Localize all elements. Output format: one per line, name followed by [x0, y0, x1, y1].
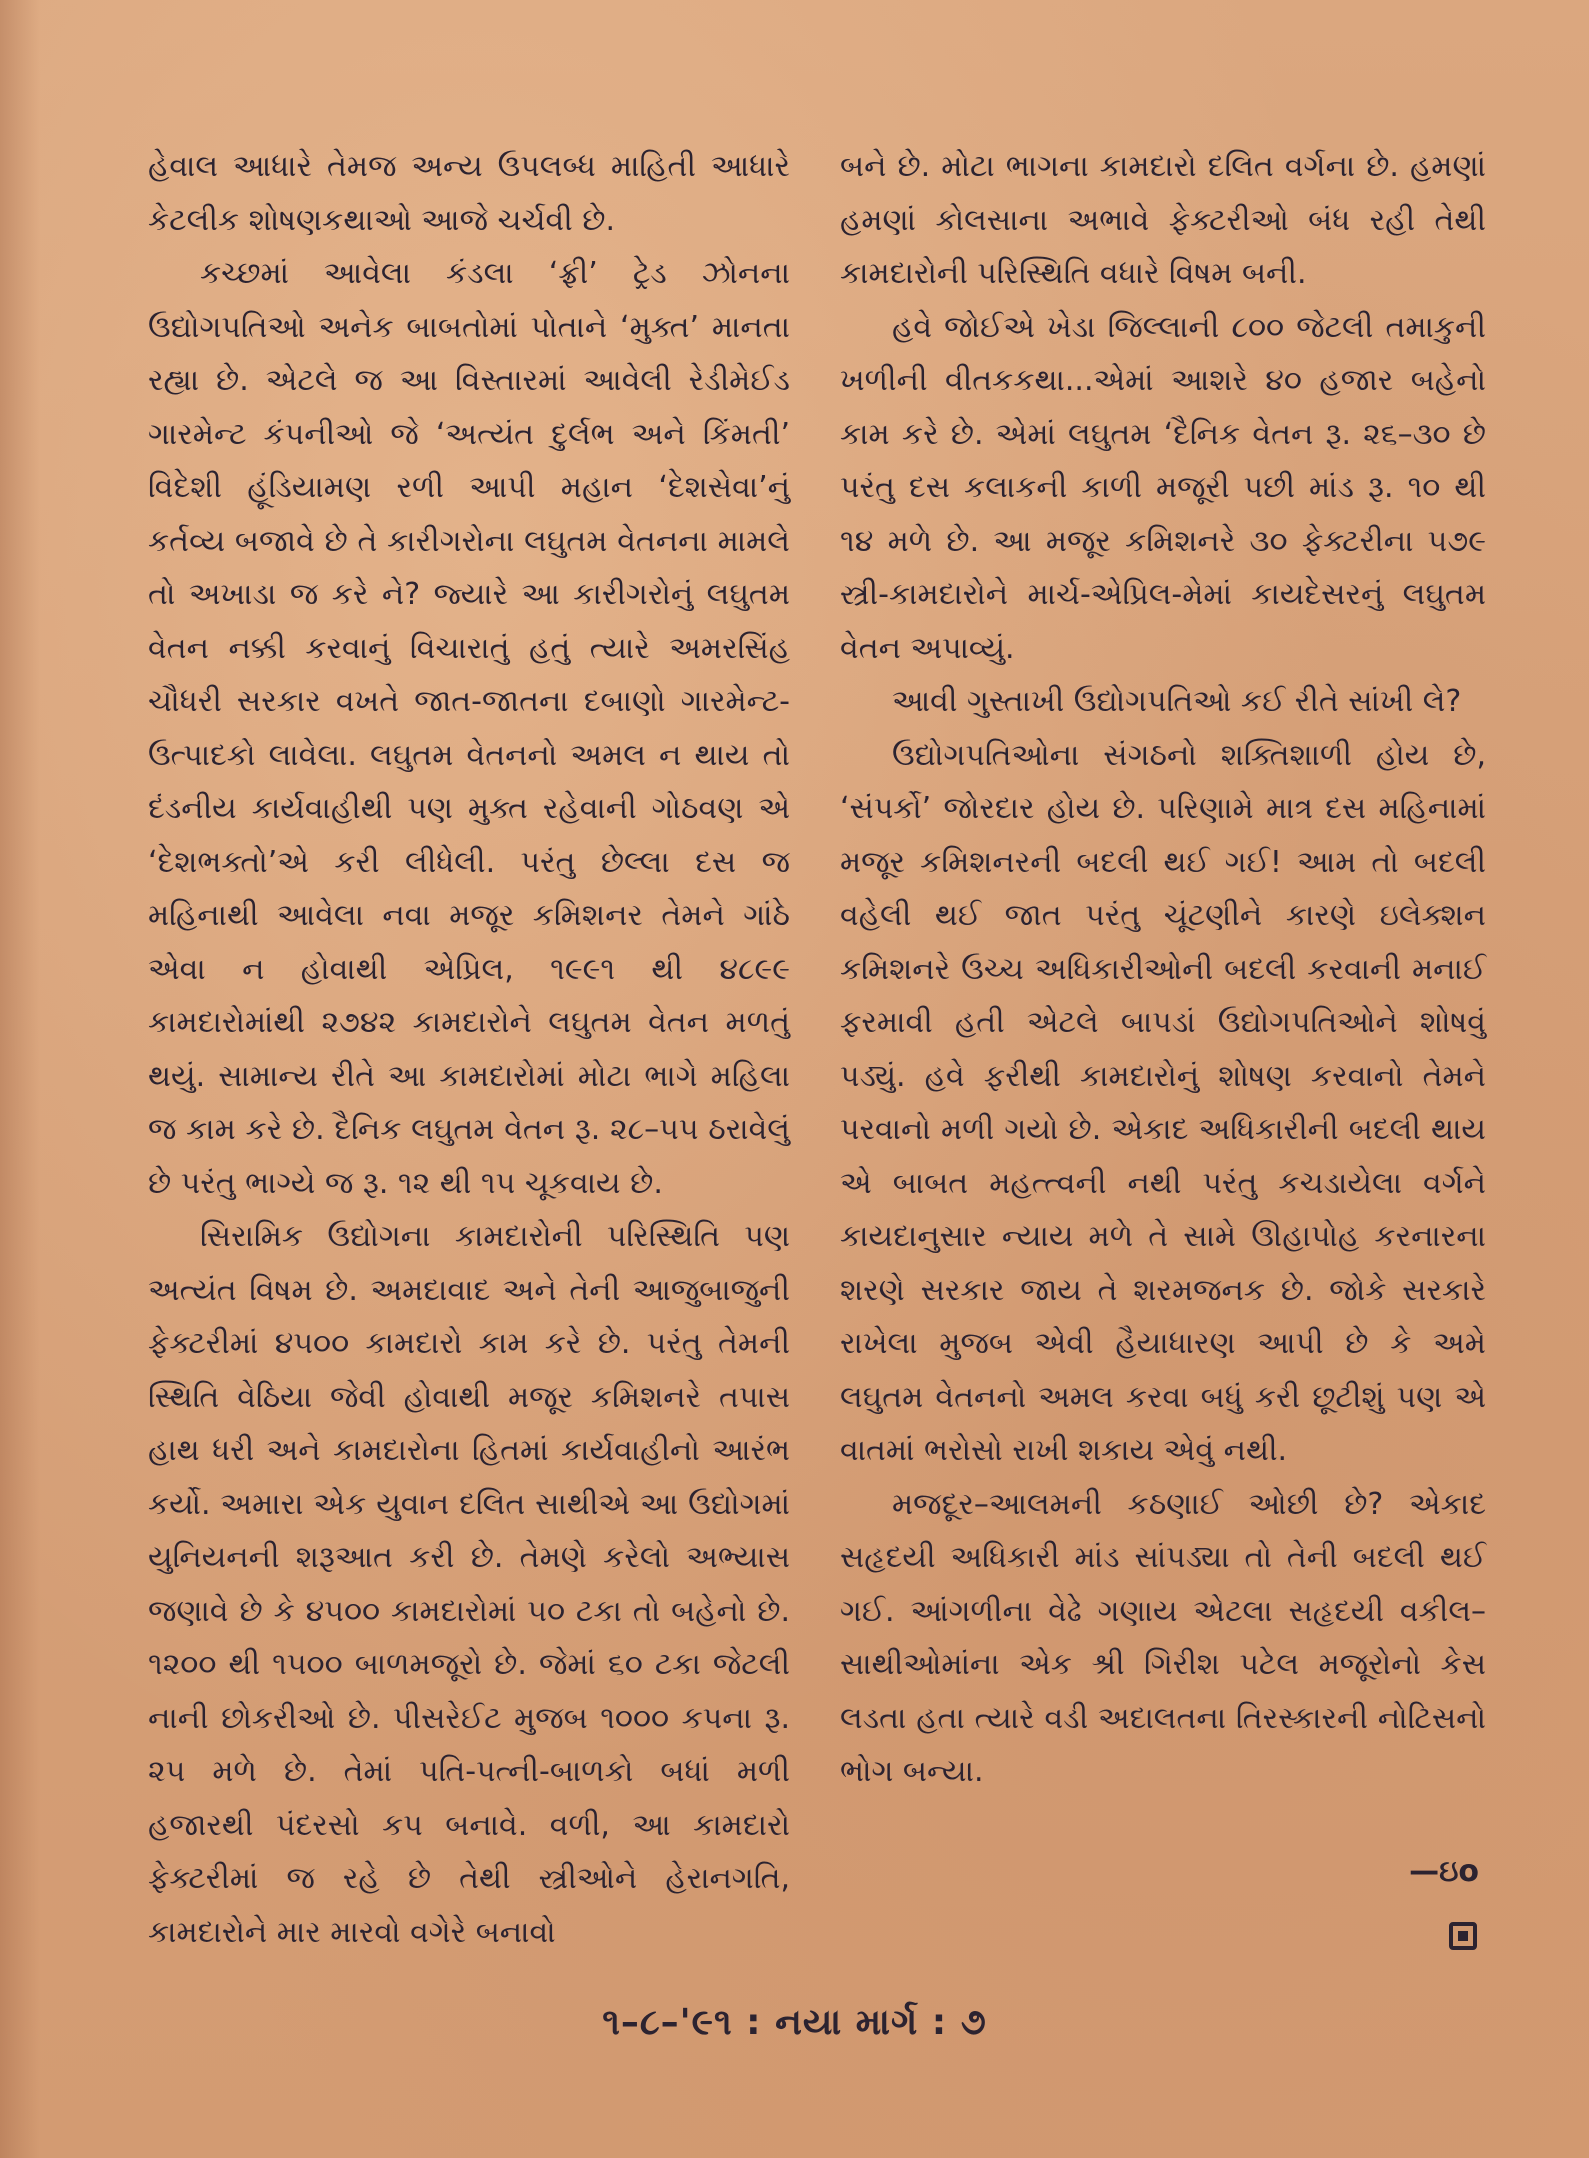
paragraph: ઉદ્યોગપતિઓના સંગઠનો શક્તિશાળી હોય છે, ‘સંપર્કો’ જોરદાર હોય છે. પરિણામે માત્ર દસ મહિનામાં મજૂર કમિશનરની બદલી થઈ ગઈ! આમ તો બદલી વહેલી થઈ જાત પરંતુ ચૂંટણીને કારણે ઇલેક્શન કમિશનરે ઉચ્ચ અધિકારીઓની બદલી કરવાની મનાઈ ફરમાવી હતી એટલે બાપડાં ઉદ્યોગપતિઓને શોષવું પડ્યું. હવે ફરીથી કામદારોનું શોષણ કરવાનો તેમને પરવાનો મળી ગયો છે. એકાદ અધિકારીની બદલી થાય એ બાબત મહત્ત્વની નથી પરંતુ કચડાયેલા વર્ગને કાયદાનુસાર ન્યાય મળે તે સામે ઊહાપોહ કરનારના શરણે સરકાર જાય તે શરમજનક છે. જોકે સરકારે રાખેલા મુજબ એવી હૈયાધારણ આપી છે કે અમે લઘુતમ વેતનનો અમલ કરવા બધું કરી છૂટીશું પણ એ વાતમાં ભરોસો રાખી શકાય એવું નથી. [840, 737, 1486, 1468]
page-edge-shadow [0, 0, 40, 2158]
paragraph: આવી ગુસ્તાખી ઉદ્યોગપતિઓ કઈ રીતે સાંખી લે? [892, 684, 1462, 719]
paragraph: બને છે. મોટા ભાગના કામદારો દલિત વર્ગના છે. હમણાં હમણાં કોલસાના અભાવે ફેક્ટરીઓ બંધ રહી તેથી કામદારોની પરિસ્થિતિ વધારે વિષમ બની. [840, 149, 1486, 291]
right-column [840, 140, 1486, 1799]
paragraph: મજદૂર–આલમની કઠણાઈ ઓછી છે? એકાદ સહૃદયી અધિકારી માંડ સાંપડ્યા તો તેની બદલી થઈ ગઈ. આંગળીના વેઢે ગણાય એટલા સહૃદયી વકીલ–સાથીઓમાંના એક શ્રી ગિરીશ પટેલ મજૂરોનો કેસ લડતા હતા ત્યારે વડી અદાલતના તિરસ્કારની નોટિસનો ભોગ બન્યા. [840, 1486, 1486, 1789]
end-mark-icon [1449, 1922, 1477, 1950]
paragraph: સિરામિક ઉદ્યોગના કામદારોની પરિસ્થિતિ પણ અત્યંત વિષમ છે. અમદાવાદ અને તેની આજુબાજુની ફેક્ટરીમાં ૪૫૦૦ કામદારો કામ કરે છે. પરંતુ તેમની સ્થિતિ વેઠિયા જેવી હોવાથી મજૂર કમિશનરે તપાસ હાથ ધરી અને કામદારોના હિતમાં કાર્યવાહીનો આરંભ કર્યો. અમારા એક યુવાન દલિત સાથીએ આ ઉદ્યોગમાં યુનિયનની શરૂઆત કરી છે. તેમણે કરેલો અભ્યાસ જણાવે છે કે ૪૫૦૦ કામદારોમાં ૫૦ ટકા તો બહેનો છે. ૧૨૦૦ થી ૧૫૦૦ બાળમજૂરો છે. જેમાં ૬૦ ટકા જેટલી નાની છોકરીઓ છે. પીસરેઈટ મુજબ ૧૦૦૦ કપના રૂ. ૨૫ મળે છે. તેમાં પતિ-પત્ની-બાળકો બધાં મળી હજારથી પંદરસો કપ બનાવે. વળી, આ કામદારો ફેક્ટરીમાં જ રહે છે તેથી સ્ત્રીઓને હેરાનગતિ, કામદારોને માર મારવો વગેરે બનાવો [148, 1219, 790, 1950]
left-column [148, 140, 790, 1959]
paragraph: કચ્છમાં આવેલા કંડલા ‘ફ્રી’ ટ્રેડ ઝોનના ઉદ્યોગપતિઓ અનેક બાબતોમાં પોતાને ‘મુક્ત’ માનતા રહ્યા છે. એટલે જ આ વિસ્તારમાં આવેલી રેડીમેઈડ ગારમેન્ટ કંપનીઓ જે ‘અત્યંત દુર્લભ અને કિંમતી’ વિદેશી હૂંડિયામણ રળી આપી મહાન ‘દેશસેવા’નું કર્તવ્ય બજાવે છે તે કારીગરોના લઘુતમ વેતનના મામલે તો અખાડા જ કરે ને? જ્યારે આ કારીગરોનું લઘુતમ વેતન નક્કી કરવાનું વિચારાતું હતું ત્યારે અમરસિંહ ચૌધરી સરકાર વખતે જાત-જાતના દબાણો ગારમેન્ટ-ઉત્પાદકો લાવેલા. લઘુતમ વેતનનો અમલ ન થાય તો દંડનીય કાર્યવાહીથી પણ મુક્ત રહેવાની ગોઠવણ એ ‘દેશભક્તો’એ કરી લીધેલી. પરંતુ છેલ્લા દસ જ મહિનાથી આવેલા નવા મજૂર કમિશનર તેમને ગાંઠે એવા ન હોવાથી એપ્રિલ, ૧૯૯૧ થી ૪૮૯૯ કામદારોમાંથી ૨૭૪૨ કામદારોને લઘુતમ વેતન મળતું થયું. સામાન્ય રીતે આ કામદારોમાં મોટા ભાગે મહિલા જ કામ કરે છે. દૈનિક લઘુતમ વેતન રૂ. ૨૮–૫૫ ઠરાવેલું છે પરંતુ ભાગ્યે જ રૂ. ૧૨ થી ૧૫ ચૂકવાય છે. [148, 256, 790, 1201]
page-footer: ૧–૮–'૯૧ : નયા માર્ગ : ૭ [602, 2002, 987, 2043]
paragraph: હેવાલ આધારે તેમજ અન્ય ઉપલબ્ધ માહિતી આધારે કેટલીક શોષણકથાઓ આજે ચર્ચવી છે. [148, 149, 790, 238]
author-signoff: —ઇo [1409, 1854, 1479, 1889]
paragraph: હવે જોઈએ ખેડા જિલ્લાની ૮૦૦ જેટલી તમાકુની ખળીની વીતકકથા...એમાં આશરે ૪૦ હજાર બહેનો કામ કરે છે. એમાં લઘુતમ ‘દૈનિક વેતન રૂ. ૨૬–૩૦ છે પરંતુ દસ કલાકની કાળી મજૂરી પછી માંડ રૂ. ૧૦ થી ૧૪ મળે છે. આ મજૂર કમિશનરે ૩૦ ફેક્ટરીના ૫૭૯ સ્ત્રી-કામદારોને માર્ચ-એપ્રિલ-મેમાં કાયદેસરનું લઘુતમ વેતન અપાવ્યું. [840, 309, 1486, 666]
